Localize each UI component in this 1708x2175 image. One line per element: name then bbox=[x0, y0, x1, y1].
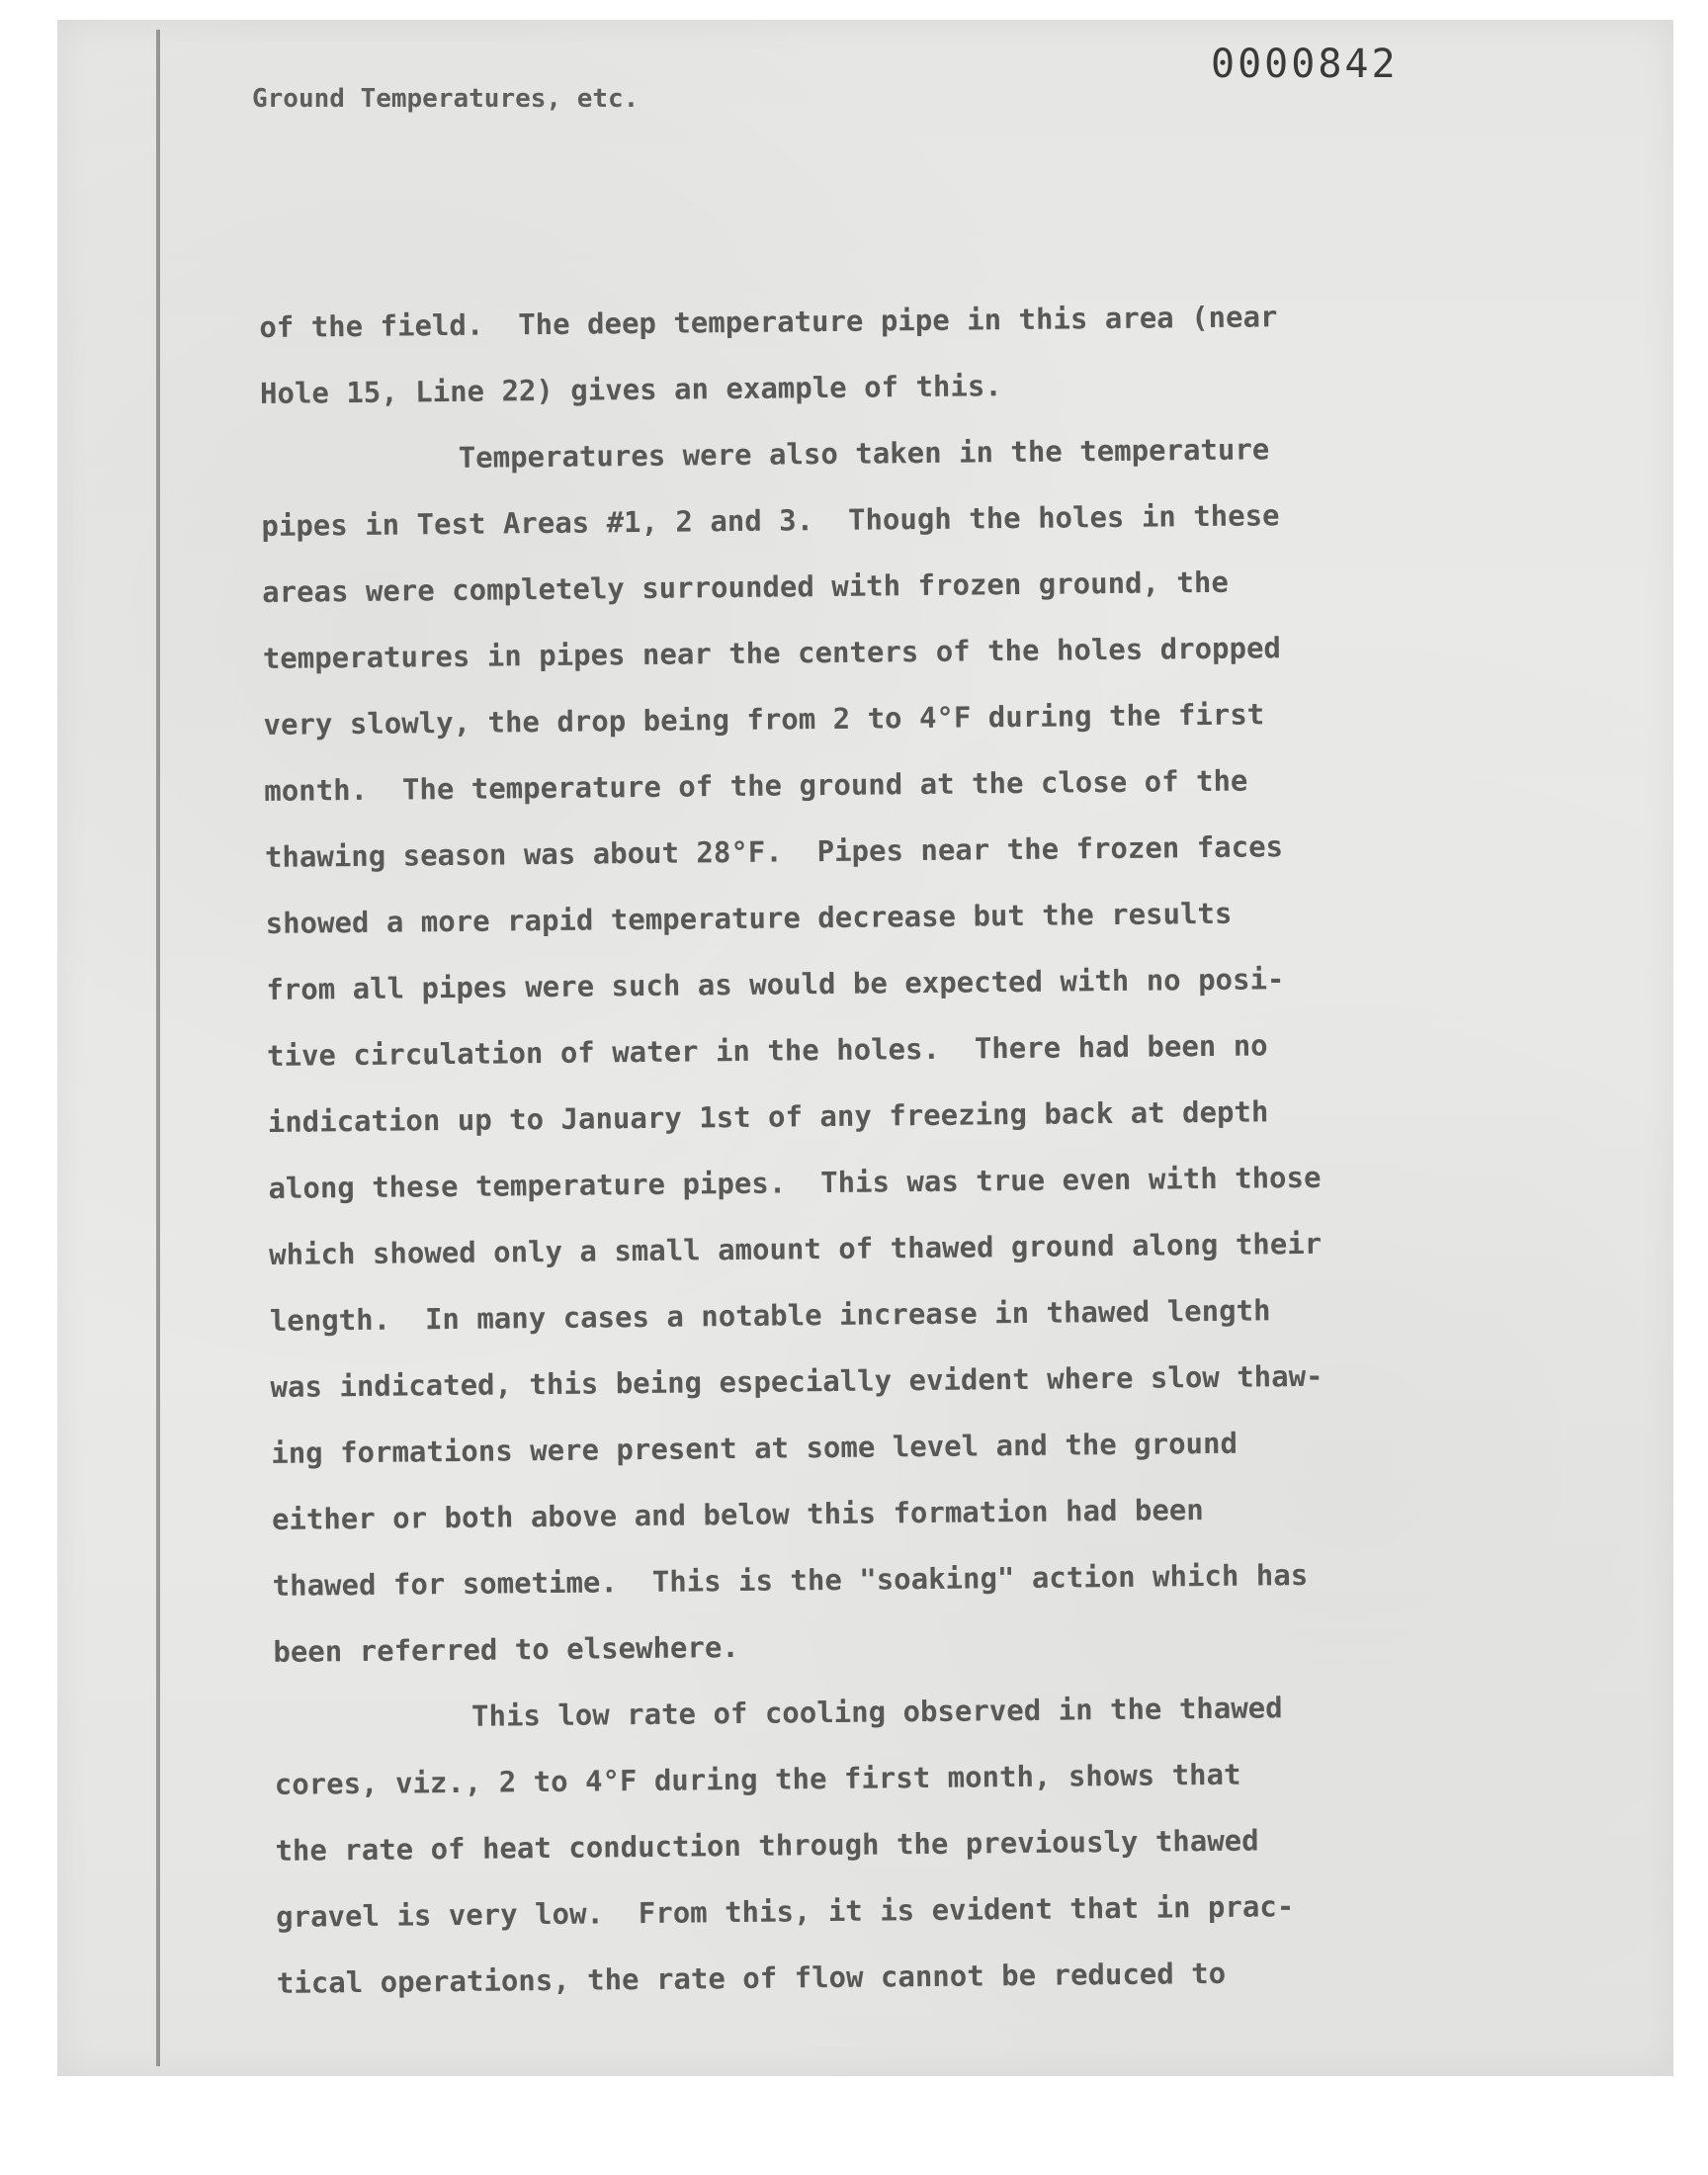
running-head: Ground Temperatures, etc. bbox=[252, 84, 640, 114]
text-line: tive circulation of water in the holes. There had been no bbox=[266, 1028, 1268, 1073]
text-line: This low rate of cooling observed in the thawed bbox=[470, 1691, 1283, 1733]
text-line: month. The temperature of the ground at the close of the bbox=[264, 763, 1248, 808]
body-text bbox=[259, 281, 1562, 2017]
text-line: indication up to January 1st of any freezing back at depth bbox=[267, 1094, 1269, 1139]
text-line: Hole 15, Line 22) gives an example of this. bbox=[259, 369, 1002, 410]
text-line: very slowly, the drop being from 2 to 4°F during the first bbox=[263, 697, 1265, 741]
page-number: 0000842 bbox=[1211, 42, 1399, 87]
text-line: the rate of heat conduction through the previously thawed bbox=[275, 1823, 1259, 1868]
text-line: ing formations were present at some level and the ground bbox=[271, 1426, 1238, 1470]
text-line: either or both above and below this formation had been bbox=[271, 1493, 1204, 1536]
text-line: tical operations, the rate of flow cannot be reduced to bbox=[276, 1956, 1227, 2000]
text-line: thawing season was about 28°F. Pipes near the frozen faces bbox=[264, 829, 1284, 874]
text-line: showed a more rapid temperature decrease but the results bbox=[265, 896, 1233, 940]
text-line: been referred to elsewhere. bbox=[273, 1629, 739, 1669]
text-line: Temperatures were also taken in the temperature bbox=[458, 432, 1270, 475]
text-line: along these temperature pipes. This was true even with those bbox=[268, 1160, 1322, 1205]
margin-rule bbox=[156, 30, 160, 2066]
text-line: areas were completely surrounded with frozen ground, the bbox=[261, 565, 1230, 609]
text-line: of the field. The deep temperature pipe in this area (near bbox=[259, 300, 1278, 344]
text-line: length. In many cases a notable increase in thawed length bbox=[269, 1293, 1271, 1338]
text-line: gravel is very low. From this, it is evident that in prac- bbox=[276, 1889, 1295, 1934]
text-line: which showed only a small amount of thawed ground along their bbox=[268, 1226, 1323, 1271]
text-line: temperatures in pipes near the centers of the holes dropped bbox=[262, 631, 1282, 675]
text-line: from all pipes were such as would be expected with no posi- bbox=[266, 962, 1285, 1006]
text-line: cores, viz., 2 to 4°F during the first month, shows that bbox=[274, 1757, 1241, 1801]
text-line: thawed for sometime. This is the "soaking" action which has bbox=[272, 1557, 1309, 1603]
text-line: pipes in Test Areas #1, 2 and 3. Though the holes in these bbox=[261, 498, 1280, 543]
text-line: was indicated, this being especially evident where slow thaw- bbox=[270, 1358, 1324, 1404]
